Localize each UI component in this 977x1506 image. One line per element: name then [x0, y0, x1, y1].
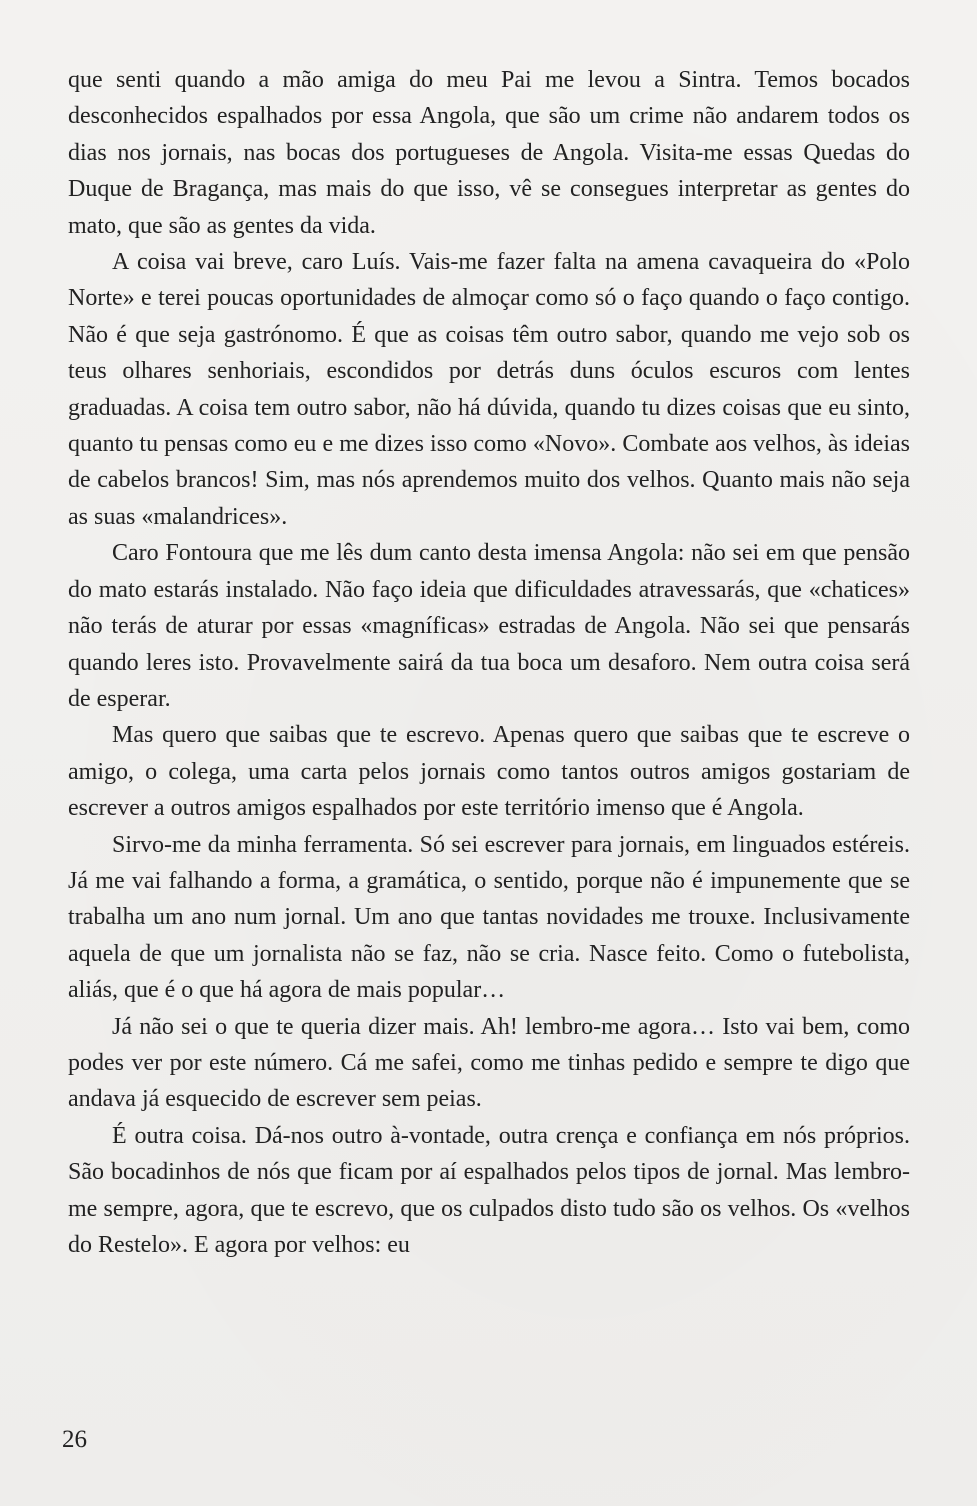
paragraph: A coisa vai breve, caro Luís. Vais-me fazer falta na amena cavaqueira do «Polo Norte» e terei poucas oportunidades de almoçar como só o faço quando o faço contigo. Não é que seja gastrónomo. É que as coisas têm outro sabor, quando me vejo sob os teus olhares senhoriais, escondidos por detrás duns óculos escuros com lentes graduadas. A coisa tem outro sabor, não há dúvida, quando tu dizes coisas que eu sinto, quanto tu pensas como eu e me dizes isso como «Novo». Combate aos velhos, às ideias de cabelos brancos! Sim, mas nós aprendemos muito dos velhos. Quanto mais não seja as suas «malandrices».	[68, 249, 910, 530]
body-text	[68, 62, 910, 1263]
paragraph: Caro Fontoura que me lês dum canto desta imensa Angola: não sei em que pensão do mato estarás instalado. Não faço ideia que dificuldades atravessarás, que «chatices» não terás de aturar por essas «magníficas» estradas de Angola. Não sei que pensarás quando leres isto. Provavelmente sairá da tua boca um desaforo. Nem outra coisa será de esperar.	[68, 540, 910, 712]
paragraph: Já não sei o que te queria dizer mais. Ah! lembro-me agora… Isto vai bem, como podes ver por este número. Cá me safei, como me tinhas pedido e sempre te digo que andava já esquecido de escrever sem peias.	[68, 1013, 910, 1113]
paragraph: É outra coisa. Dá-nos outro à-vontade, outra crença e confiança em nós próprios. São bocadinhos de nós que ficam por aí espalhados pelos tipos de jornal. Mas lembro-me sempre, agora, que te escrevo, que os culpados disto tudo são os velhos. Os «velhos do Restelo». E agora por velhos: eu	[68, 1122, 910, 1258]
paragraph: Mas quero que saibas que te escrevo. Apenas quero que saibas que te escreve o amigo, o colega, uma carta pelos jornais como tantos outros amigos gostariam de escrever a outros amigos espalhados por este território imenso que é Angola.	[68, 722, 910, 822]
paragraph: Sirvo-me da minha ferramenta. Só sei escrever para jornais, em linguados estéreis. Já me vai falhando a forma, a gramática, o sentido, porque não é impunemente que se trabalha um ano num jornal. Um ano que tantas novidades me trouxe. Inclusivamente aquela de que um jornalista não se faz, não se cria. Nasce feito. Como o futebolista, aliás, que é o que há agora de mais popular…	[68, 831, 910, 1004]
paragraph: que senti quando a mão amiga do meu Pai me levou a Sintra. Temos bocados desconhecidos espalhados por essa Angola, que são um crime não andarem todos os dias nos jornais, nas bocas dos portugueses de Angola. Visita-me essas Quedas do Duque de Bragança, mas mais do que isso, vê se consegues interpretar as gentes do mato, que são as gentes da vida.	[68, 67, 910, 239]
page-number: 26	[62, 1426, 87, 1453]
